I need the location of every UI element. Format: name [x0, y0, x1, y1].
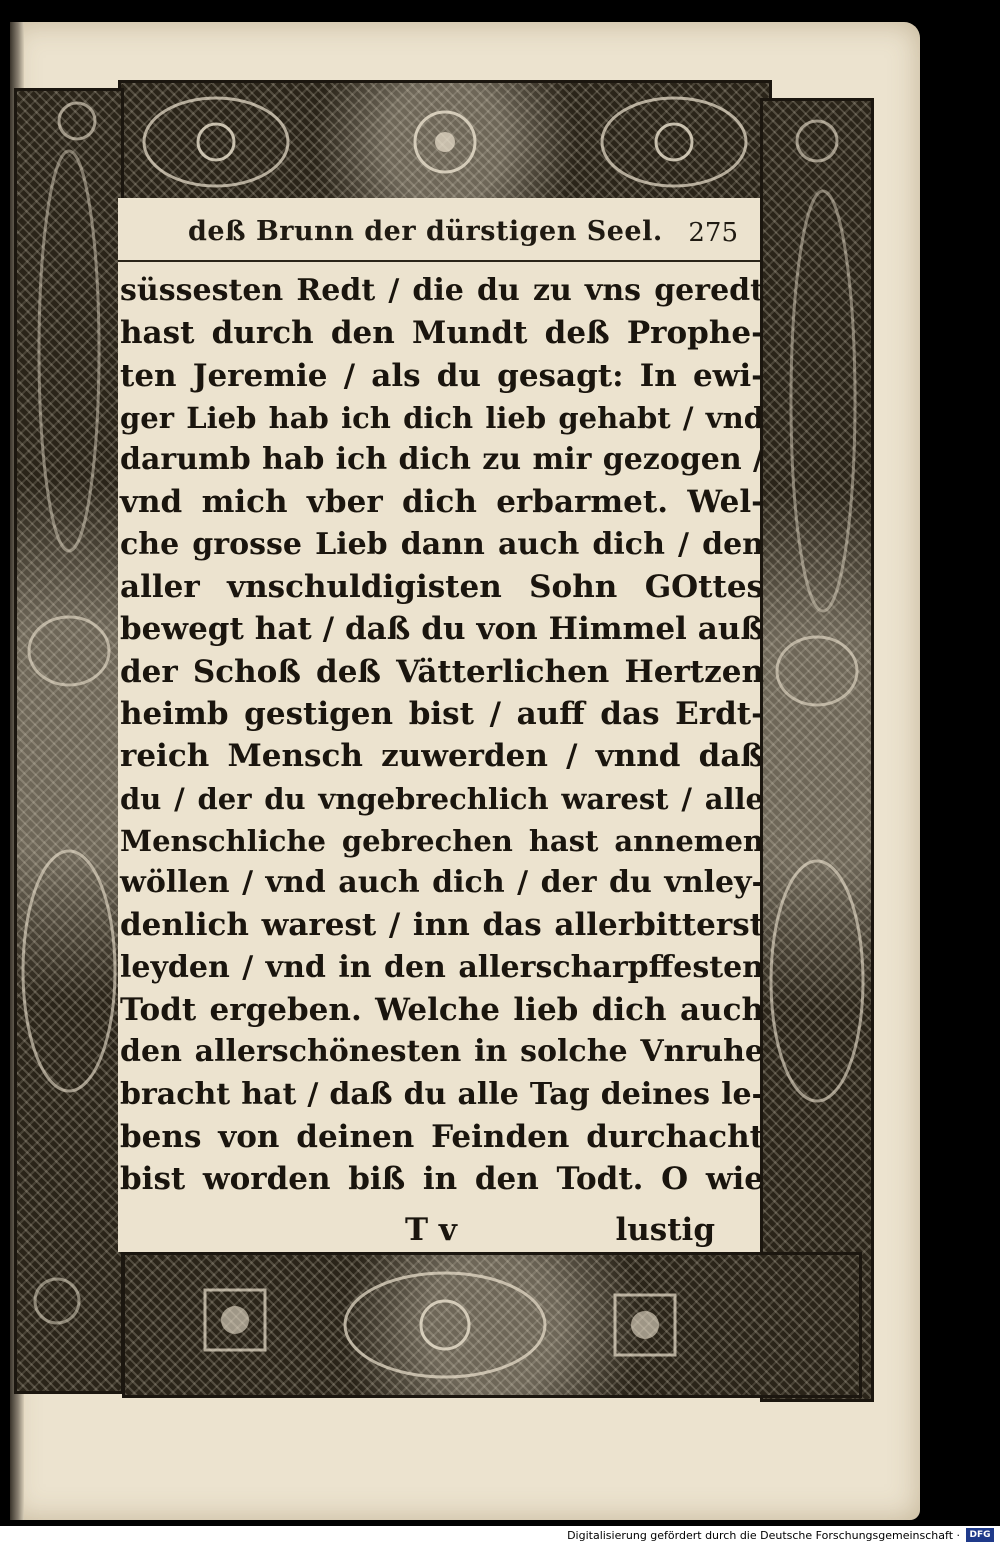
text-line: Todt ergeben. Welche lieb dich auch: [120, 992, 764, 1029]
footer-bar: [0, 1526, 1000, 1545]
text-line: bracht hat / daß du alle Tag deines le-: [120, 1076, 764, 1112]
text-line: hast durch den Mundt deß Prophe-: [120, 315, 764, 352]
funding-credit: Digitalisierung gefördert durch die Deutsche Forschungsgemeinschaft ·: [567, 1529, 960, 1542]
woodcut-bottom-border: [122, 1252, 862, 1398]
woodcut-left-border: [14, 88, 124, 1394]
text-line: denlich warest / inn das allerbitterst: [120, 907, 764, 944]
text-line: heimb gestigen bist / auff das Erdt-: [120, 695, 764, 732]
text-line: ten Jeremie / als du gesagt: In ewi-: [120, 357, 764, 394]
text-line: Menschliche gebrechen hast annemen: [120, 823, 764, 858]
text-line: darumb hab ich dich zu mir gezogen /: [120, 442, 764, 478]
text-line: aller vnschuldigisten Sohn GOttes: [120, 569, 764, 606]
running-head: [118, 204, 760, 262]
text-line: ger Lieb hab ich dich lieb gehabt / vnd: [120, 400, 764, 435]
text-line: reich Mensch zuwerden / vnnd daß: [120, 738, 764, 775]
text-line: der Schoß deß Vätterlichen Hertzen: [120, 653, 764, 690]
text-line: wöllen / vnd auch dich / der du vnley-: [120, 865, 764, 901]
text-line: bewegt hat / daß du von Himmel auß: [120, 611, 764, 648]
body-text: [120, 270, 764, 1201]
woodcut-right-border: [760, 98, 874, 1402]
text-line: den allerschönesten in solche Vnruhe: [120, 1034, 764, 1070]
dfg-logo: DFG: [966, 1528, 994, 1542]
catchword: lustig: [615, 1212, 715, 1248]
catchword-line: [405, 1212, 715, 1252]
text-line: bist worden biß in den Todt. O wie: [120, 1161, 764, 1198]
text-line: leyden / vnd in den allerscharpffesten: [120, 949, 764, 985]
text-line: süssesten Redt / die du zu vns geredt: [120, 273, 764, 308]
text-line: bens von deinen Feinden durchacht: [120, 1118, 764, 1155]
page-number: 275: [688, 218, 738, 248]
woodcut-top-border: [118, 80, 772, 204]
text-line: che grosse Lieb dann auch dich / den: [120, 526, 764, 562]
text-line: du / der du vngebrechlich warest / alle: [120, 781, 764, 816]
running-head-title: deß Brunn der dürstigen Seel.: [188, 216, 663, 247]
text-line: vnd mich vber dich erbarmet. Wel-: [120, 484, 764, 521]
signature-mark: T v: [405, 1212, 457, 1248]
